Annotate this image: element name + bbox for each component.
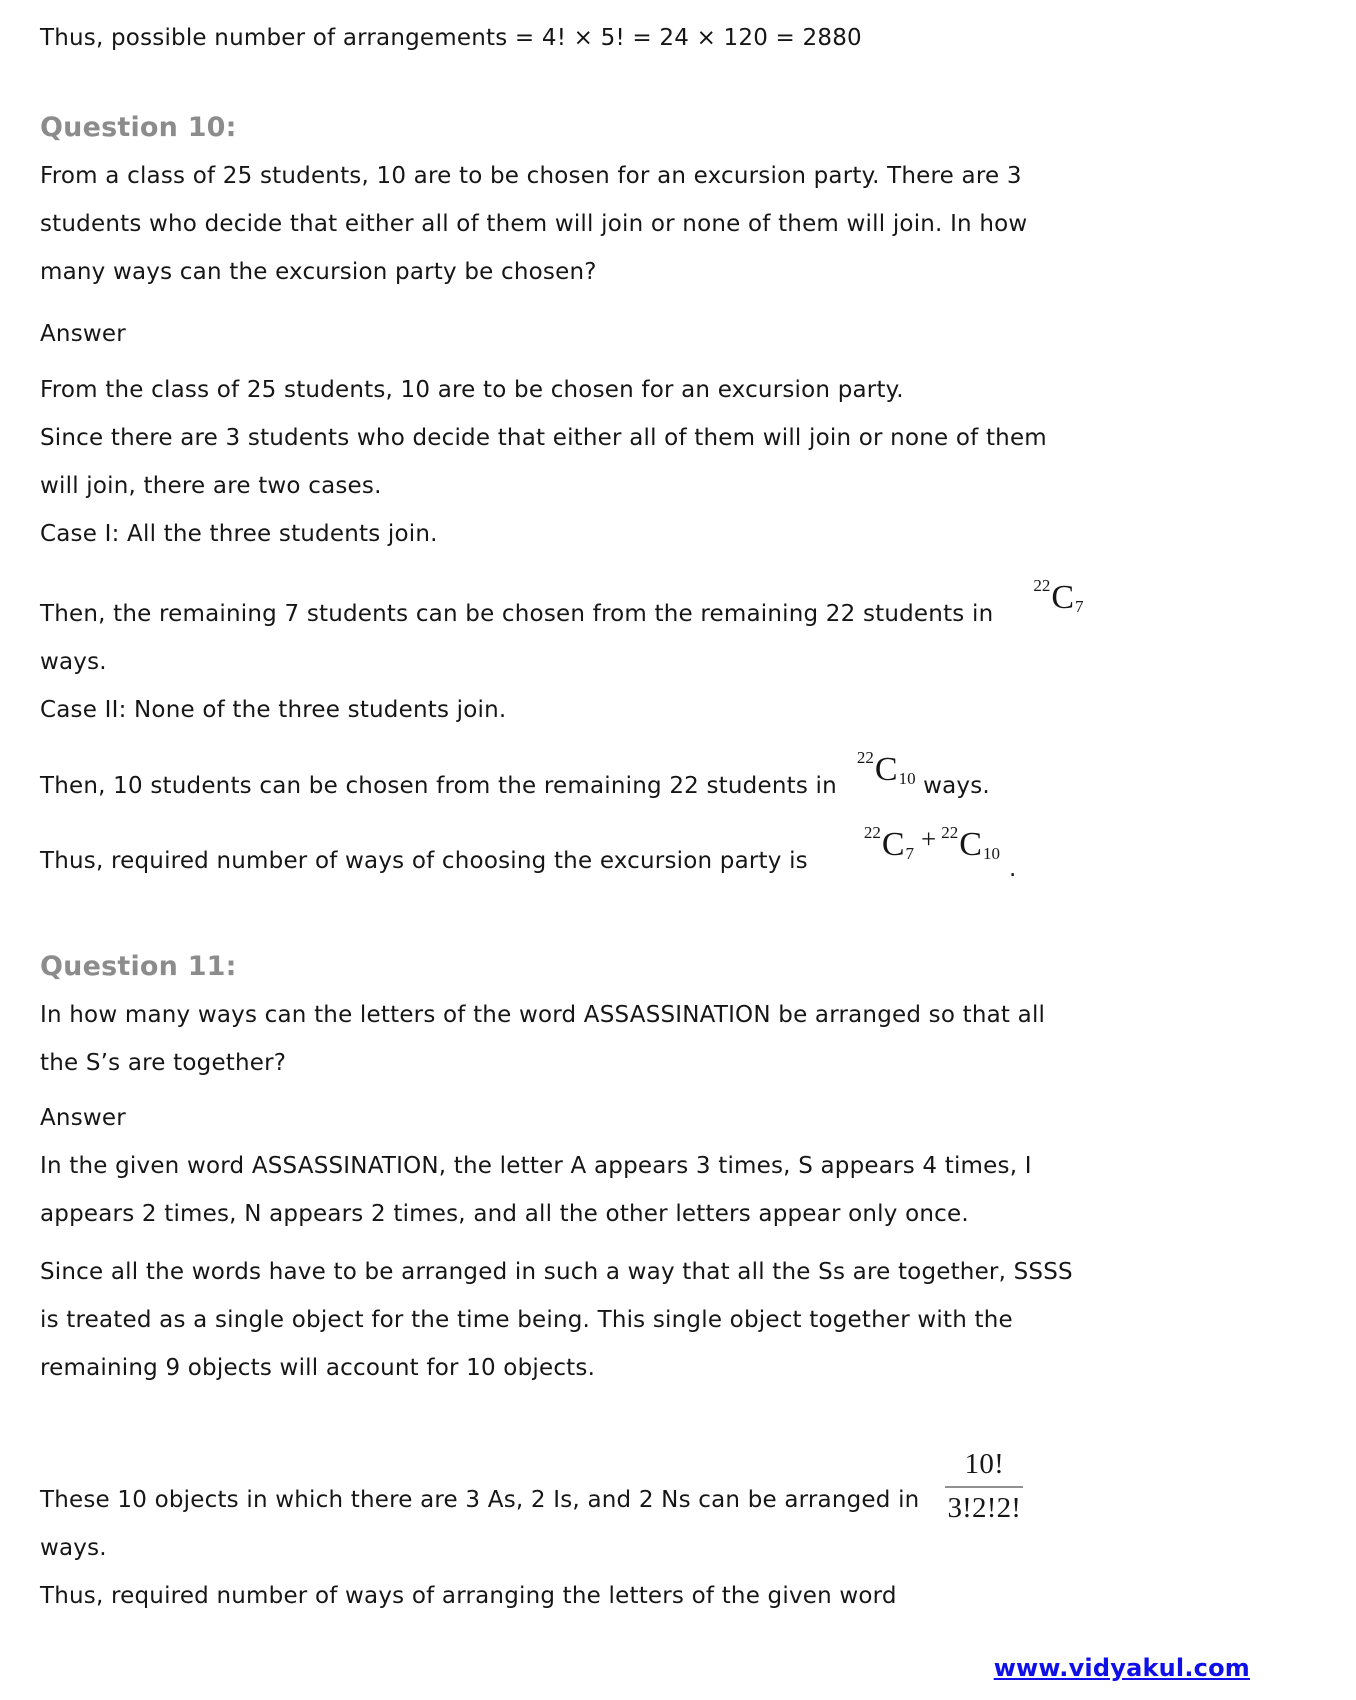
text-line: Since all the words have to be arranged in such a way that all the Ss are together, SSSS: [40, 1259, 1073, 1285]
text-segment: Thus, required number of ways of choosing the excursion party is: [40, 848, 808, 874]
q10-case1-formula-line: [40, 576, 1316, 638]
text-segment: These 10 objects in which there are 3 As, 2 Is, and 2 Ns can be arranged in: [40, 1487, 920, 1513]
formula-subscript: 7: [905, 844, 915, 863]
q10-case2-formula-line: [40, 748, 1316, 810]
text-line: the S’s are together?: [40, 1050, 287, 1076]
formula-base: C: [881, 826, 905, 863]
q10-case2-label: Case II: None of the three students join.: [40, 697, 507, 723]
formula-subscript: 10: [982, 844, 1000, 863]
intro-line: Thus, possible number of arrangements = 4! × 5! = 24 × 120 = 2880: [40, 25, 862, 51]
text-segment: Then, 10 students can be chosen from the remaining 22 students in: [40, 773, 837, 799]
text-line: ways.: [40, 649, 107, 675]
question-10-heading: Question 10:: [40, 112, 237, 143]
text-line: students who decide that either all of them will join or none of them will join. In how: [40, 211, 1028, 237]
text-line: ways.: [40, 1535, 107, 1561]
text-line: Since there are 3 students who decide that either all of them will join or none of them: [40, 425, 1047, 451]
formula-superscript: 22: [863, 823, 881, 842]
text-segment: Then, the remaining 7 students can be chosen from the remaining 22 students in: [40, 601, 994, 627]
formula-subscript: 10: [898, 769, 916, 788]
text-line: From the class of 25 students, 10 are to be chosen for an excursion party.: [40, 377, 904, 403]
plus-sign: +: [921, 824, 937, 854]
q10-result-formula-line: [40, 823, 1316, 885]
text-line: many ways can the excursion party be chosen?: [40, 259, 597, 285]
q11-fraction-line: [40, 1450, 1316, 1524]
text-line: remaining 9 objects will account for 10 objects.: [40, 1355, 596, 1381]
formula-base: C: [1051, 579, 1075, 616]
footer-link[interactable]: www.vidyakul.com: [993, 1654, 1250, 1682]
q11-body-paragraph-2: [40, 1248, 1316, 1392]
text-line: In how many ways can the letters of the word ASSASSINATION be arranged so that all: [40, 1002, 1046, 1028]
formula-22C7-plus-22C10: [864, 824, 1000, 862]
text-line: will join, there are two cases.: [40, 473, 382, 499]
formula-subscript: 7: [1075, 597, 1084, 616]
text-line: Thus, required number of ways of arranging the letters of the given word: [40, 1583, 897, 1609]
q11-answer-label: Answer: [40, 1105, 126, 1131]
q11-question-paragraph: [40, 991, 1316, 1087]
q10-question-paragraph: [40, 152, 1316, 296]
q10-answer-label: Answer: [40, 321, 126, 347]
text-line: In the given word ASSASSINATION, the letter A appears 3 times, S appears 4 times, I: [40, 1153, 1032, 1179]
formula-superscript: 22: [1033, 576, 1051, 595]
formula-base: C: [874, 751, 898, 788]
formula-22C7: [1033, 577, 1083, 615]
formula-period: .: [1008, 856, 1017, 882]
formula-base: C: [959, 826, 982, 863]
text-line: is treated as a single object for the time being. This single object together with the: [40, 1307, 1013, 1333]
formula-superscript: 22: [941, 823, 959, 842]
q11-body-paragraph-1: [40, 1142, 1316, 1238]
text-segment: ways.: [923, 773, 990, 799]
text-line: appears 2 times, N appears 2 times, and all the other letters appear only once.: [40, 1201, 969, 1227]
fraction-numerator: 10!: [964, 1448, 1004, 1480]
q10-case1-label: Case I: All the three students join.: [40, 521, 438, 547]
formula-superscript: 22: [856, 748, 874, 767]
question-11-heading: Question 11:: [40, 951, 237, 982]
fraction-denominator: 3!2!2!: [947, 1492, 1022, 1524]
formula-fraction-10-factorial: [945, 1450, 1023, 1523]
text-line: From a class of 25 students, 10 are to be chosen for an excursion party. There are 3: [40, 163, 1022, 189]
formula-22C10: [857, 749, 916, 787]
